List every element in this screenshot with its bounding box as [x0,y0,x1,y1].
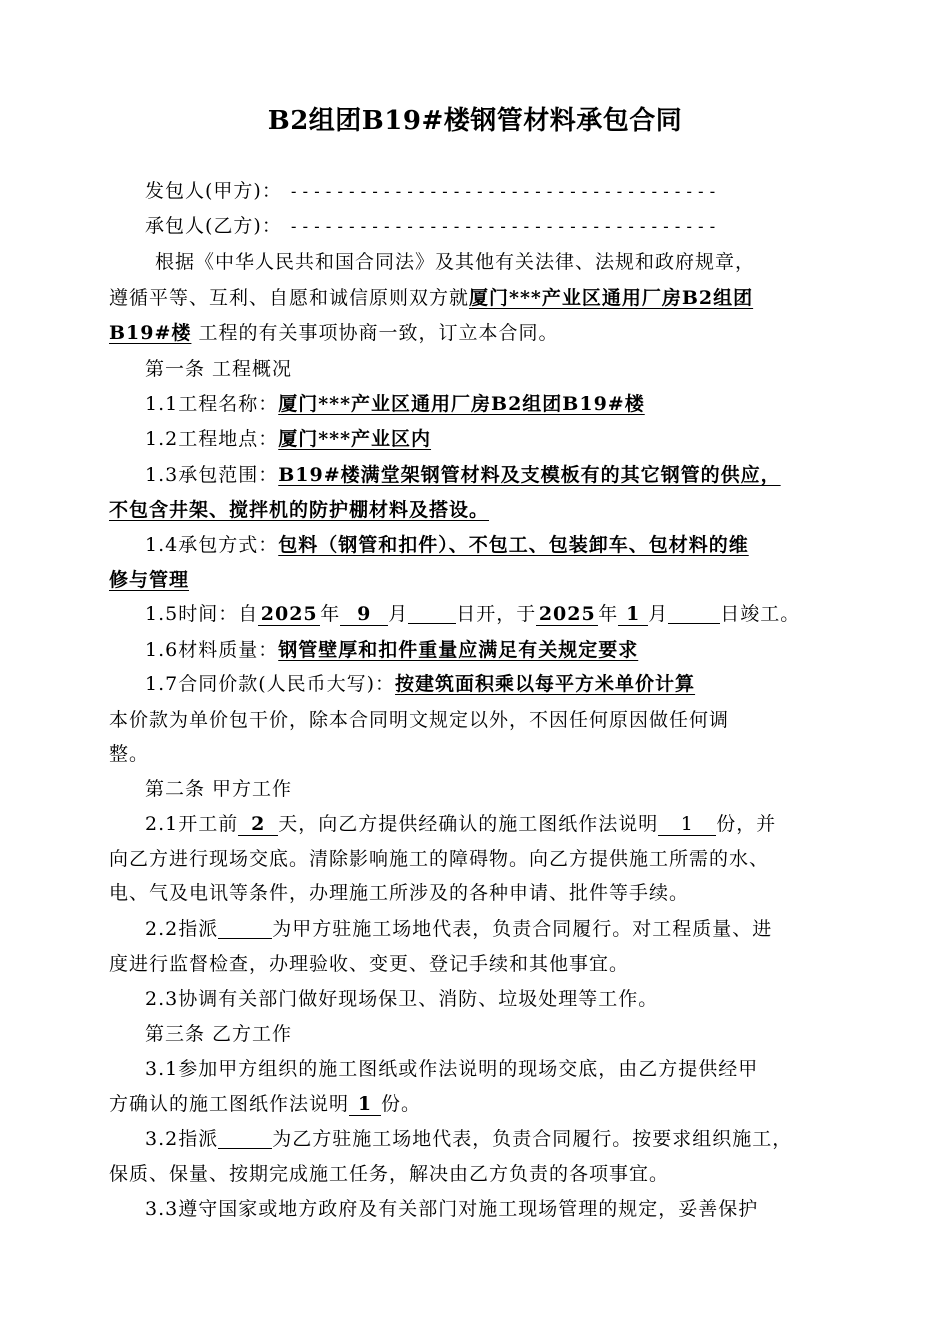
price-note-line-2: 整。 [109,743,150,765]
start-year: 2025 [258,603,320,626]
days-before-start: 2 [238,813,278,836]
price-note-line-1: 本价款为单价包干价，除本合同明文规定以外，不因任何原因做任何调 [109,709,730,731]
start-day-blank [408,603,456,624]
party-a-label: 发包人(甲方)： [145,180,282,202]
intro-line-1: 根据《中华人民共和国合同法》及其他有关法律、法规和政府规章， [155,251,756,273]
party-a-line [145,177,865,206]
item-1-1: 1.1工程名称：厦门***产业区通用厂房B2组团B19#楼 [145,393,645,415]
contract-title: B2组团B19#楼钢管材料承包合同 [267,106,683,136]
item-1-6: 1.6材料质量：钢管壁厚和扣件重量应满足有关规定要求 [145,639,639,661]
item-3-3: 3.3遵守国家或地方政府及有关部门对施工现场管理的规定，妥善保护 [145,1198,759,1220]
item-1-4: 1.4承包方式：包料（钢管和扣件）、不包工、包装卸车、包材料的维 [145,534,749,556]
item-1-3-cont: 不包含井架、搅拌机的防护棚材料及搭设。 [109,499,490,521]
item-2-2-line-2: 度进行监督检查，办理验收、变更、登记手续和其他事宜。 [109,953,630,975]
item-2-1-line-3: 电、气及电讯等条件，办理施工所涉及的各种申请、批件等手续。 [109,882,690,904]
item-2-1: 2.1开工前 2 天，向乙方提供经确认的施工图纸作法说明 1 份，并 [145,813,777,835]
party-b-label: 承包人(乙方)： [145,215,282,237]
item-2-1-line-2: 向乙方进行现场交底。清除影响施工的障碍物。向乙方提供施工所需的水、 [109,848,770,870]
article-1-heading: 第一条 工程概况 [145,358,293,380]
end-year: 2025 [536,603,598,626]
item-3-2-line-2: 保质、保量、按期完成施工任务，解决由乙方负责的各项事宜。 [109,1163,670,1185]
party-b-blank: ------------------------------------- [288,217,720,236]
item-2-2: 2.2指派 为甲方驻施工场地代表，负责合同履行。对工程质量、进 [145,918,773,940]
item-2-3: 2.3协调有关部门做好现场保卫、消防、垃圾处理等工作。 [145,988,659,1010]
party-a-blank: ------------------------------------- [288,182,720,201]
item-3-2: 3.2指派 为乙方驻施工场地代表，负责合同履行。按要求组织施工， [145,1128,793,1150]
end-day-blank [668,603,720,624]
item-3-1: 3.1参加甲方组织的施工图纸或作法说明的现场交底，由乙方提供经甲 [145,1058,759,1080]
item-1-4-cont: 修与管理 [109,569,190,591]
end-month: 1 [618,603,648,626]
article-3-heading: 第三条 乙方工作 [145,1023,293,1045]
drawing-copies-b: 1 [349,1093,381,1116]
article-2-heading: 第二条 甲方工作 [145,778,293,800]
start-month: 9 [340,603,388,626]
party-b-line [145,212,865,241]
item-3-1-line-2: 方确认的施工图纸作法说明 1 份。 [109,1093,422,1115]
item-1-7: 1.7合同价款(人民币大写)：按建筑面积乘以每平方米单价计算 [145,673,696,695]
item-1-2: 1.2工程地点：厦门***产业区内 [145,428,432,450]
party-a-rep-blank [218,918,272,939]
item-1-5: 1.5时间：自 2025 年 9 月 日开，于 2025 年 1 月 日竣工。 [145,603,801,625]
intro-line-2: 遵循平等、互利、自愿和诚信原则双方就厦门***产业区通用厂房B2组团 [109,287,754,309]
intro-line-3: B19#楼 工程的有关事项协商一致，订立本合同。 [109,322,559,344]
item-1-3: 1.3承包范围：B19#楼满堂架钢管材料及支模板有的其它钢管的供应， [145,464,781,486]
project-name-underlined: 厦门***产业区通用厂房B2组团 [469,287,754,309]
party-b-rep-blank [218,1128,272,1149]
drawing-copies-a: 1 [658,813,716,836]
